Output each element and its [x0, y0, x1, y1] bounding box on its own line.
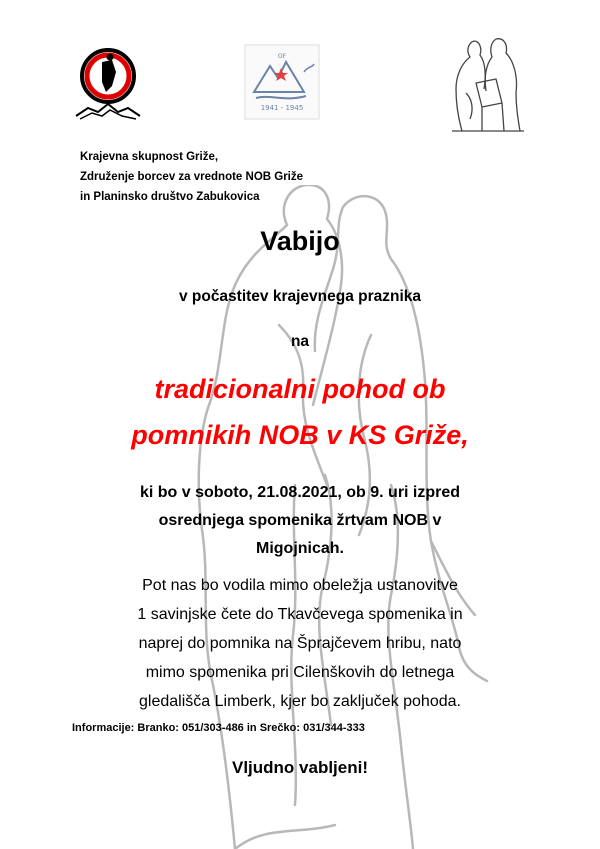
route-line: naprej do pomnika na Šprajčevem hribu, nato	[138, 635, 462, 652]
event-name	[0, 366, 600, 458]
alpine-club-emblem-icon	[72, 42, 144, 122]
organizer-line: Krajevna skupnost Griže,	[80, 151, 219, 163]
svg-text:OF: OF	[277, 53, 287, 60]
route-line: mimo spomenika pri Cilenškovih do letnega	[145, 664, 455, 681]
event-name-line: tradicionalni pohod ob	[154, 374, 446, 404]
when-line: osrednjega spomenika žrtvam NOB v	[158, 512, 442, 529]
organizers-block	[80, 147, 303, 207]
when-line: Migojnicah.	[256, 540, 344, 557]
route-line: Pot nas bo vodila mimo obeležja ustanovitve	[142, 577, 458, 594]
mountain-star-emblem-icon	[244, 44, 320, 120]
route-description	[0, 571, 600, 716]
organizer-line: in Planinsko društvo Zabukovica	[80, 191, 260, 203]
when-line: ki bo v soboto, 21.08.2021, ob 9. uri izpred	[139, 484, 461, 501]
contact-info: Informacije: Branko: 051/303-486 in Srečko: 031/344-333	[72, 722, 365, 734]
route-line: gledališča Limberk, kjer bo zaključek pohoda.	[139, 693, 461, 710]
preposition-text: na	[290, 333, 310, 350]
page-title: Vabijo	[260, 226, 340, 256]
closing-text: Vljudno vabljeni!	[231, 758, 368, 777]
monument-figures-drawing-icon	[446, 33, 526, 133]
center-logo-years: 1941 - 1945	[260, 104, 304, 112]
event-time-place	[0, 479, 600, 563]
organizer-line: Združenje borcev za vrednote NOB Griže	[80, 171, 304, 183]
occasion-text: v počastitev krajevnega praznika	[178, 288, 422, 305]
event-name-line: pomnikih NOB v KS Griže,	[131, 420, 469, 450]
route-line: 1 savinjske čete do Tkavčevega spomenika in	[137, 606, 463, 623]
